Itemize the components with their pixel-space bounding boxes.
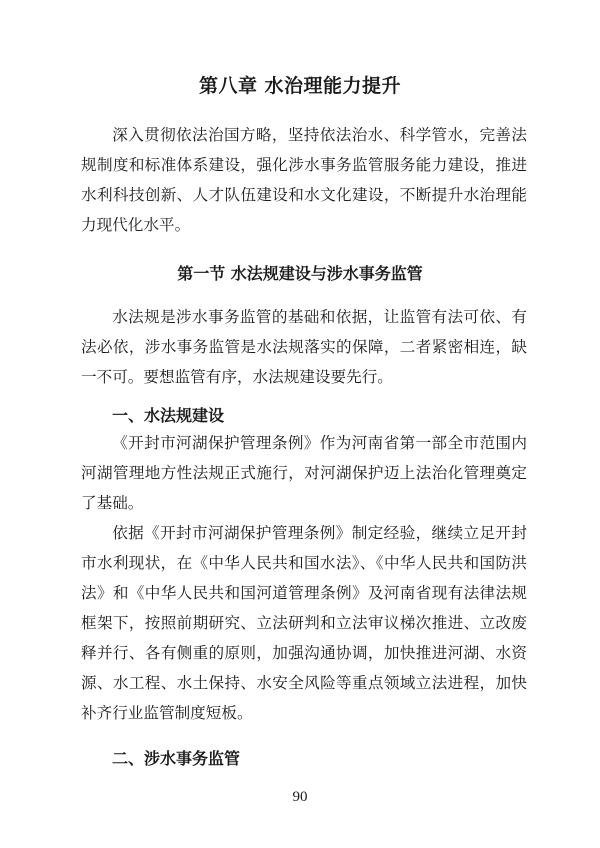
section-title: 第一节 水法规建设与涉水事务监管 — [177, 264, 423, 283]
body-paragraph: 《开封市河湖保护管理条例》作为河南省第一部全市范围内河湖管理地方性法规正式施行，对河湖保护迈上法治化管理奠定了基础。 — [81, 434, 527, 512]
subsection-heading: 二、涉水事务监管 — [112, 749, 241, 768]
section-intro-paragraph: 水法规是涉水事务监管的基础和依据，让监管有法可依、有法必依，涉水事务监管是水法规落实的保障，二者紧密相连，缺一不可。要想监管有序，水法规建设要先行。 — [81, 308, 527, 386]
chapter-intro-paragraph: 深入贯彻依法治国方略，坚持依法治水、科学管水，完善法规制度和标准体系建设，强化涉水事务监管服务能力建设，推进水利科技创新、人才队伍建设和水文化建设，不断提升水治理能力现代化水平。 — [81, 126, 527, 234]
chapter-title: 第八章 水治理能力提升 — [198, 75, 402, 97]
page-number: 90 — [292, 789, 308, 805]
body-paragraph: 依据《开封市河湖保护管理条例》制定经验，继续立足开封市水利现状，在《中华人民共和国水法》、《中华人民共和国防洪法》和《中华人民共和国河道管理条例》及河南省现有法律法规框架下，按照前期研究、立法研判和立法审议梯次推进、立改废释并行、各有侧重的原则，加强沟通协调，加快推进河湖、水资源、水工程、水土保持、水安全风险等重点领域立法进程，加快补齐行业监管制度短板。 — [81, 524, 527, 722]
subsection-heading: 一、水法规建设 — [112, 406, 225, 425]
